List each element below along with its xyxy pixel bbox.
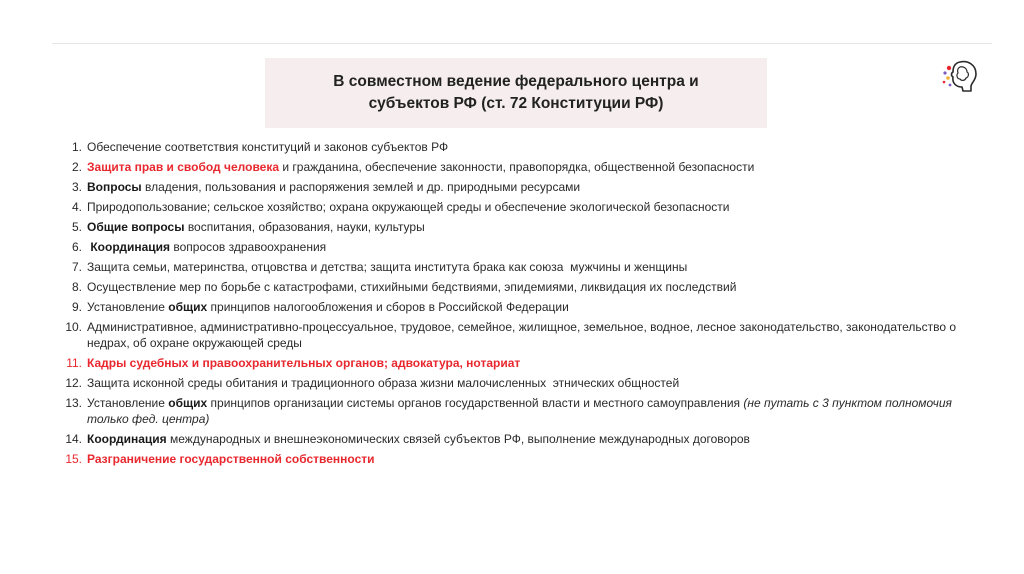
plain-text: владения, пользования и распоряжения землей и др. природными ресурсами	[141, 180, 581, 194]
highlight-text: Защита прав и свобод человека	[87, 160, 280, 174]
list-item-text	[87, 219, 972, 235]
plain-text: принципов организации системы органов государственной власти и местного самоуправления	[207, 396, 744, 410]
list-item-text	[87, 431, 972, 447]
slide-title	[296, 71, 736, 115]
list-item-number: 6.	[71, 240, 82, 254]
slide-title-line-2: субъектов РФ (ст. 72 Конституции РФ)	[368, 95, 664, 112]
bold-text: Вопросы	[87, 180, 142, 194]
list-item-text	[87, 179, 972, 195]
list-item	[52, 199, 972, 215]
list-item-number: 2.	[71, 160, 82, 174]
list-item-number: 4.	[71, 200, 82, 214]
bold-text: Координация	[87, 432, 167, 446]
list-item-text	[87, 279, 972, 295]
plain-text: Обеспечение соответствия конституций и законов субъектов РФ	[87, 140, 449, 154]
list-item	[52, 179, 972, 195]
list-item-text	[87, 159, 972, 175]
plain-text: и гражданина, обеспечение законности, правопорядка, общественной безопасности	[279, 160, 755, 174]
plain-text: международных и внешнеэкономических связей субъектов РФ, выполнение международных договоров	[166, 432, 750, 446]
plain-text: Природопользование; сельское хозяйство; охрана окружающей среды и обеспечение экологической безопасности	[87, 200, 730, 214]
slide-title-line-1: В совместном ведение федерального центра и	[333, 73, 699, 90]
list-item	[52, 451, 972, 467]
slide-title-box	[265, 58, 767, 128]
list-item-number: 11.	[66, 356, 82, 370]
list-item-number: 1.	[71, 140, 82, 154]
plain-text: вопросов здравоохранения	[170, 240, 327, 254]
list-item	[52, 219, 972, 235]
plain-text: Защита исконной среды обитания и традиционного образа жизни малочисленных этнических общностей	[87, 376, 680, 390]
list-item	[52, 159, 972, 175]
list-item-number: 5.	[71, 220, 82, 234]
list-item-number: 14.	[65, 432, 82, 446]
list-item	[52, 279, 972, 295]
plain-text: Защита семьи, материнства, отцовства и детства; защита института брака как союза мужчины и женщины	[87, 260, 688, 274]
list-item	[52, 395, 972, 427]
bold-text: общих	[168, 396, 208, 410]
list-item	[52, 431, 972, 447]
list-item-text	[87, 319, 972, 351]
list-item-number: 9.	[71, 300, 82, 314]
list-item-number: 13.	[65, 396, 82, 410]
competence-list	[52, 139, 972, 471]
list-item	[52, 355, 972, 371]
bold-text: Общие вопросы	[87, 220, 185, 234]
brain-logo-icon	[938, 56, 982, 96]
list-item-text	[87, 355, 972, 371]
list-item-number: 3.	[71, 180, 82, 194]
list-item-number: 12.	[65, 376, 82, 390]
plain-text: Административное, административно-процессуальное, трудовое, семейное, жилищное, земельное, водное, лесное законодательство, законодательство о недрах, об охране окружающей среды	[87, 320, 960, 350]
list-item	[52, 375, 972, 391]
list-item-text	[87, 199, 972, 215]
list-item-text	[87, 239, 972, 255]
bold-text: общих	[168, 300, 208, 314]
list-item-text	[87, 395, 972, 427]
list-item-number: 8.	[71, 280, 82, 294]
list-item	[52, 239, 972, 255]
plain-text: воспитания, образования, науки, культуры	[184, 220, 425, 234]
list-item	[52, 299, 972, 315]
list-item-text	[87, 299, 972, 315]
list-item	[52, 319, 972, 351]
list-item-text	[87, 259, 972, 275]
plain-text: принципов налогообложения и сборов в Российской Федерации	[207, 300, 569, 314]
plain-text: Установление	[87, 300, 169, 314]
plain-text: Осуществление мер по борьбе с катастрофами, стихийными бедствиями, эпидемиями, ликвидация их последствий	[87, 280, 737, 294]
list-item-number: 15.	[65, 452, 82, 466]
list-item	[52, 139, 972, 155]
list-item-text	[87, 375, 972, 391]
highlight-text: Кадры судебных и правоохранительных органов; адвокатура, нотариат	[87, 356, 521, 370]
plain-text: Установление	[87, 396, 169, 410]
list-item-number: 7.	[71, 260, 82, 274]
list-item-number: 10.	[65, 320, 82, 334]
list-item-text	[87, 451, 972, 467]
note-text: (не путать с 3 пунктом полномочия только фед. центра)	[87, 396, 956, 426]
bold-text: Координация	[87, 240, 171, 254]
highlight-text: Разграничение государственной собственности	[87, 452, 375, 466]
list-item	[52, 259, 972, 275]
list-item-text	[87, 139, 972, 155]
top-divider	[52, 43, 992, 44]
